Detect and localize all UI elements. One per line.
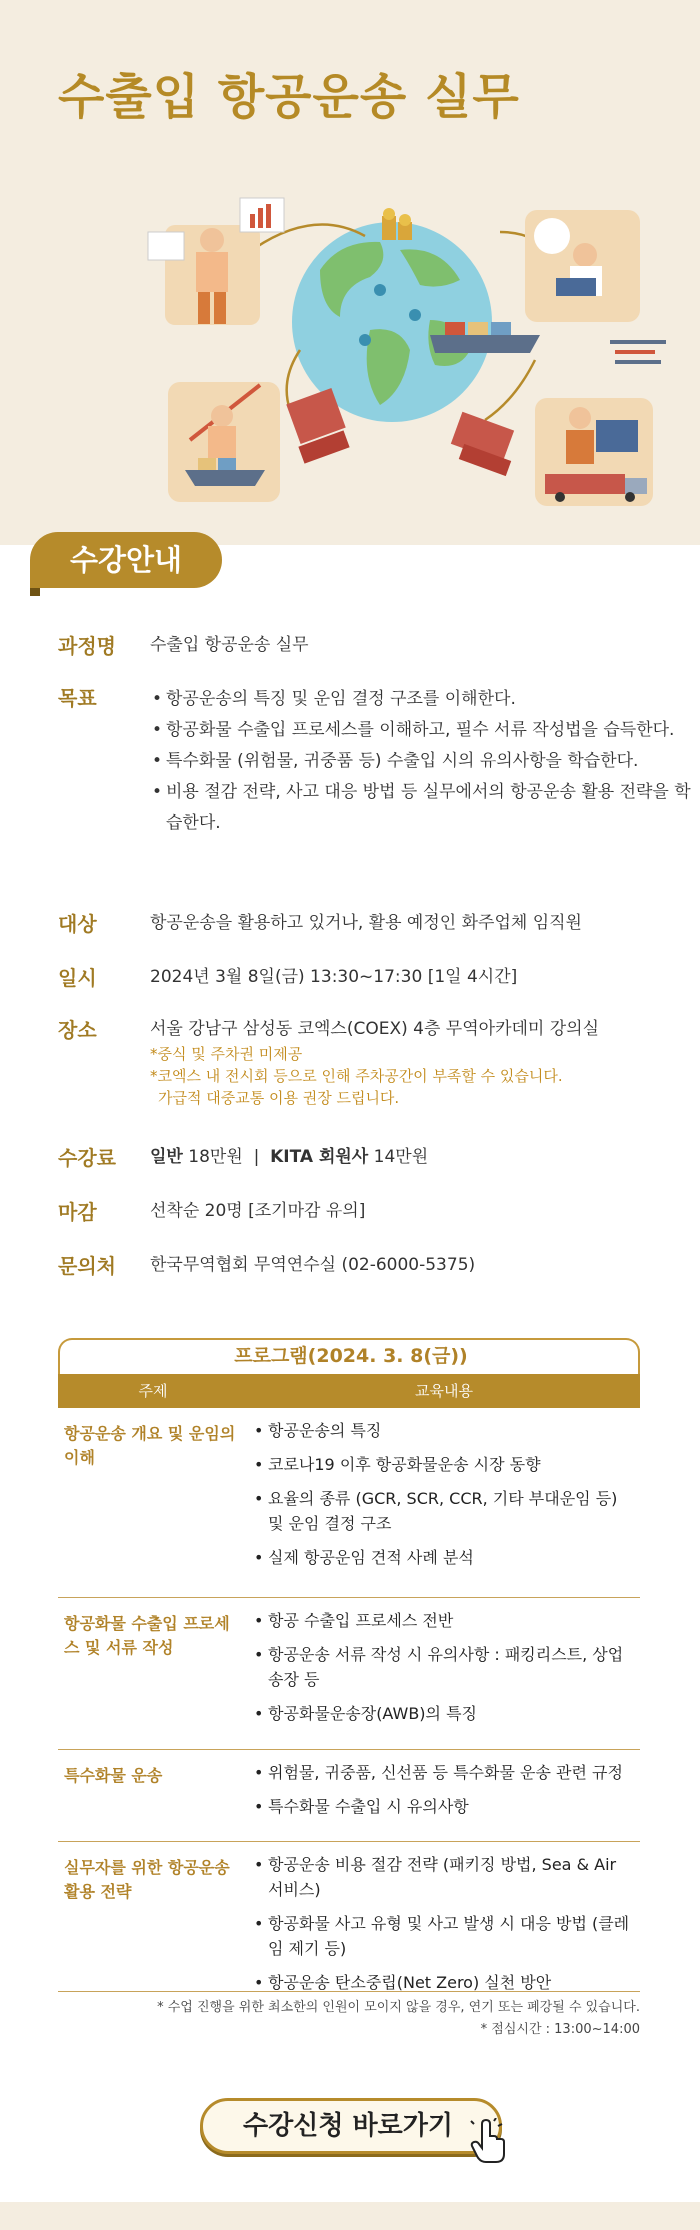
date-value: 2024년 3월 8일(금) 13:30~17:30 [1일 4시간] <box>150 967 518 987</box>
row-item: • 항공 수출입 프로세스 전반 <box>254 1608 634 1633</box>
row-topic: 실무자를 위한 항공운송 활용 전략 <box>64 1858 230 1901</box>
globe-illustration <box>292 208 492 422</box>
table-row <box>58 1842 640 1992</box>
section-badge <box>30 532 222 588</box>
course-label: 과정명 <box>58 634 116 658</box>
course-value: 수출입 항공운송 실무 <box>150 635 309 655</box>
table-row <box>58 1750 640 1842</box>
pointer-hand-icon <box>468 2118 508 2166</box>
goal-item: • 특수화물 (위험물, 귀중품 등) 수출입 시의 유의사항을 학습한다. <box>152 746 700 777</box>
header-content: 교육내용 <box>415 1382 473 1400</box>
row-item: • 항공화물 사고 유형 및 사고 발생 시 대응 방법 (클레임 제기 등) <box>254 1911 634 1961</box>
row-item: • 특수화물 수출입 시 유의사항 <box>254 1794 634 1819</box>
place-block <box>150 1016 700 1109</box>
row-topic: 항공운송 개요 및 운임의 이해 <box>64 1424 236 1467</box>
row-item: • 실제 항공운임 견적 사례 분석 <box>254 1545 634 1570</box>
row-item: • 코로나19 이후 항공화물운송 시장 동향 <box>254 1452 634 1477</box>
fee-member-value: 14만원 <box>373 1147 429 1167</box>
row-item: • 항공운송 탄소중립(Net Zero) 실천 방안 <box>254 1970 634 1995</box>
deadline-value: 선착순 20명 [조기마감 유의] <box>150 1201 366 1221</box>
hero-banner <box>0 0 700 545</box>
row-items <box>254 1608 634 1735</box>
fee-general-label: 일반 <box>150 1147 183 1167</box>
cargo-ship-illustration <box>430 322 540 353</box>
apply-button[interactable] <box>200 2098 502 2154</box>
row-item: • 항공운송 서류 작성 시 유의사항 : 패킹리스트, 상업송장 등 <box>254 1642 634 1692</box>
goal-item: • 비용 절감 전략, 사고 대응 방법 등 실무에서의 항공운송 활용 전략을 학습한다. <box>152 777 700 839</box>
program-table-header <box>58 1374 640 1408</box>
goal-list <box>152 684 700 839</box>
program-title-box <box>58 1338 640 1374</box>
header-topic: 주제 <box>138 1382 168 1400</box>
row-item: • 항공운송 비용 절감 전략 (패키징 방법, Sea & Air 서비스) <box>254 1852 634 1902</box>
bottom-bar <box>0 2202 700 2230</box>
apply-button-label: 수강신청 바로가기 <box>243 2111 453 2141</box>
place-note: *코엑스 내 전시회 등으로 인해 주차공간이 부족할 수 있습니다. <box>150 1067 563 1085</box>
program-footnote: * 수업 진행을 위한 최소한의 인원이 모이지 않을 경우, 연기 또는 폐강될 수 있습니다. <box>157 2000 640 2015</box>
table-row <box>58 1598 640 1750</box>
place-note: *중식 및 주차권 미제공 <box>150 1045 303 1063</box>
row-item: • 항공화물운송장(AWB)의 특징 <box>254 1701 634 1726</box>
fee-label: 수강료 <box>58 1146 116 1170</box>
contact-label: 문의처 <box>58 1254 116 1278</box>
goal-item: • 항공운송의 특징 및 운임 결정 구조를 이해한다. <box>152 684 700 715</box>
logistics-illustration <box>0 0 700 545</box>
row-item: • 위험물, 귀중품, 신선품 등 특수화물 운송 관련 규정 <box>254 1760 634 1785</box>
fee-separator: | <box>253 1147 260 1167</box>
program-title: 프로그램(2024. 3. 8(금)) <box>234 1345 468 1367</box>
row-topic: 항공화물 수출입 프로세스 및 서류 작성 <box>64 1614 230 1657</box>
deadline-label: 마감 <box>58 1200 97 1224</box>
target-value: 항공운송을 활용하고 있거나, 활용 예정인 화주업체 임직원 <box>150 913 582 933</box>
section-badge-label: 수강안내 <box>69 543 183 577</box>
goal-item: • 항공화물 수출입 프로세스를 이해하고, 필수 서류 작성법을 습득한다. <box>152 715 700 746</box>
row-item: • 요율의 종류 (GCR, SCR, CCR, 기타 부대운임 등) 및 운임 결정 구조 <box>254 1486 634 1536</box>
table-row <box>58 1408 640 1598</box>
place-value: 서울 강남구 삼성동 코엑스(COEX) 4층 무역아카데미 강의실 <box>150 1019 600 1039</box>
row-item: • 항공운송의 특징 <box>254 1418 634 1443</box>
row-items <box>254 1760 634 1828</box>
contact-value: 한국무역협회 무역연수실 (02-6000-5375) <box>150 1255 476 1275</box>
program-footnote: * 점심시간 : 13:00~14:00 <box>480 2022 640 2037</box>
row-topic: 특수화물 운송 <box>64 1766 163 1785</box>
date-label: 일시 <box>58 966 97 990</box>
fee-general-value: 18만원 <box>188 1147 243 1167</box>
fee-member-label: KITA 회원사 <box>270 1147 369 1167</box>
target-label: 대상 <box>58 912 97 936</box>
goal-label: 목표 <box>58 686 97 710</box>
place-label: 장소 <box>58 1018 97 1042</box>
row-items <box>254 1418 634 1579</box>
fee-value <box>150 1144 700 1171</box>
row-items <box>254 1852 634 2004</box>
hero-title: 수출입 항공운송 실무 <box>58 69 520 125</box>
place-note: 가급적 대중교통 이용 권장 드립니다. <box>158 1089 400 1107</box>
